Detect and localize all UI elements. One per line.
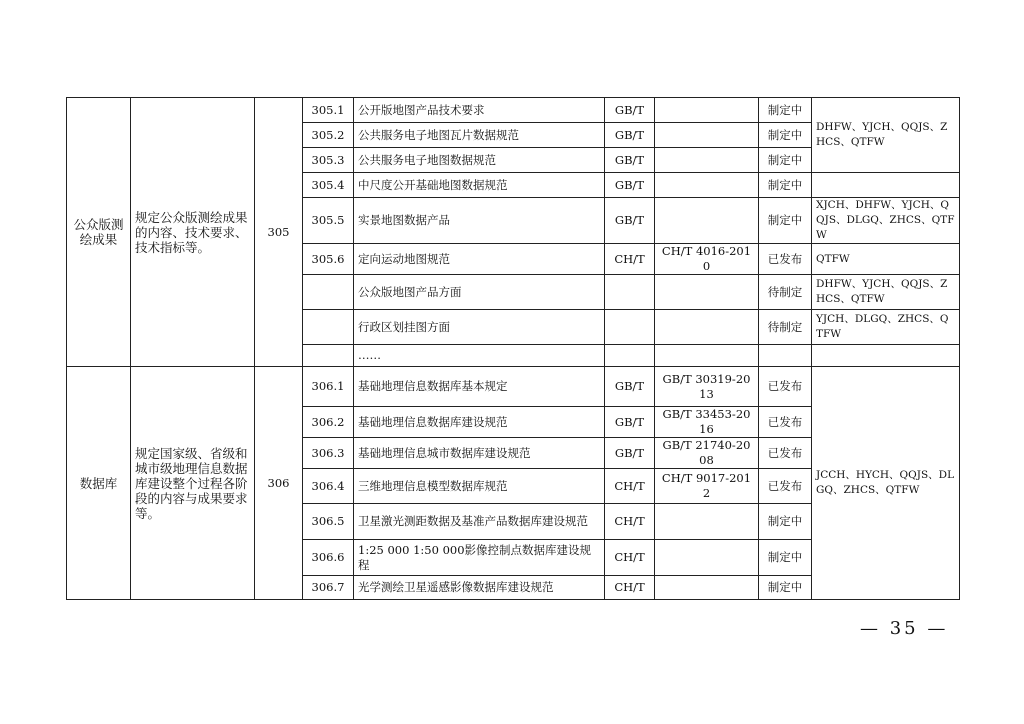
std-status: 制定中 [759, 98, 812, 123]
std-code [655, 98, 759, 123]
std-number: 305.1 [303, 98, 354, 123]
std-name: 公共服务电子地图瓦片数据规范 [354, 123, 605, 148]
std-number: 305.4 [303, 173, 354, 198]
std-type: GB/T [605, 148, 655, 173]
description-cell: 规定公众版测绘成果的内容、技术要求、技术指标等。 [131, 98, 255, 367]
std-status: 待制定 [759, 310, 812, 345]
std-code [655, 173, 759, 198]
std-status: 待制定 [759, 275, 812, 310]
description-cell: 规定国家级、省级和城市级地理信息数据库建设整个过程各阶段的内容与成果要求等。 [131, 367, 255, 600]
std-number: 305.3 [303, 148, 354, 173]
std-status: 制定中 [759, 148, 812, 173]
std-code [655, 576, 759, 600]
std-name: 基础地理信息城市数据库建设规范 [354, 438, 605, 469]
std-number: 305.6 [303, 244, 354, 275]
std-type: CH/T [605, 504, 655, 540]
std-code: CH/T 9017-2012 [655, 469, 759, 504]
std-code [655, 345, 759, 367]
std-status: 制定中 [759, 173, 812, 198]
std-type: GB/T [605, 438, 655, 469]
std-type [605, 345, 655, 367]
std-code [655, 310, 759, 345]
std-code [655, 198, 759, 244]
std-name: 定向运动地图规范 [354, 244, 605, 275]
std-number [303, 310, 354, 345]
std-status: 制定中 [759, 504, 812, 540]
dept-cell: QTFW [812, 244, 960, 275]
dept-cell: DHFW、YJCH、QQJS、ZHCS、QTFW [812, 98, 960, 173]
dept-cell: DHFW、YJCH、QQJS、ZHCS、QTFW [812, 275, 960, 310]
standards-table [66, 97, 960, 600]
std-name: 卫星激光测距数据及基准产品数据库建设规范 [354, 504, 605, 540]
standards-table-page [66, 97, 960, 600]
std-name: 1:25 000 1:50 000影像控制点数据库建设规程 [354, 540, 605, 576]
std-number: 305.5 [303, 198, 354, 244]
std-type: GB/T [605, 173, 655, 198]
std-status: 制定中 [759, 198, 812, 244]
std-type: CH/T [605, 540, 655, 576]
std-type [605, 275, 655, 310]
table-row [67, 98, 960, 123]
std-name: 公众版地图产品方面 [354, 275, 605, 310]
dept-cell: JCCH、HYCH、QQJS、DLGQ、ZHCS、QTFW [812, 367, 960, 600]
std-type: CH/T [605, 244, 655, 275]
std-number: 306.1 [303, 367, 354, 407]
std-status: 已发布 [759, 438, 812, 469]
std-name: 公共服务电子地图数据规范 [354, 148, 605, 173]
std-type: GB/T [605, 98, 655, 123]
dept-cell [812, 345, 960, 367]
code-cell: 306 [255, 367, 303, 600]
dept-cell: XJCH、DHFW、YJCH、QQJS、DLGQ、ZHCS、QTFW [812, 198, 960, 244]
code-cell: 305 [255, 98, 303, 367]
std-type: CH/T [605, 469, 655, 504]
std-number: 306.2 [303, 407, 354, 438]
std-status: 已发布 [759, 469, 812, 504]
std-name: …… [354, 345, 605, 367]
std-status: 已发布 [759, 407, 812, 438]
std-code: GB/T 33453-2016 [655, 407, 759, 438]
std-name: 行政区划挂图方面 [354, 310, 605, 345]
std-number: 306.4 [303, 469, 354, 504]
std-code: CH/T 4016-2010 [655, 244, 759, 275]
std-code: GB/T 30319-2013 [655, 367, 759, 407]
std-type: GB/T [605, 407, 655, 438]
std-name: 基础地理信息数据库基本规定 [354, 367, 605, 407]
std-type: CH/T [605, 576, 655, 600]
std-number: 305.2 [303, 123, 354, 148]
std-code [655, 540, 759, 576]
std-status [759, 345, 812, 367]
std-code [655, 123, 759, 148]
std-number: 306.7 [303, 576, 354, 600]
category-cell: 数据库 [67, 367, 131, 600]
std-name: 实景地图数据产品 [354, 198, 605, 244]
std-number: 306.3 [303, 438, 354, 469]
std-name: 中尺度公开基础地图数据规范 [354, 173, 605, 198]
std-name: 三维地理信息模型数据库规范 [354, 469, 605, 504]
std-number [303, 345, 354, 367]
std-type: GB/T [605, 198, 655, 244]
std-name: 基础地理信息数据库建设规范 [354, 407, 605, 438]
std-status: 制定中 [759, 576, 812, 600]
dept-cell: YJCH、DLGQ、ZHCS、QTFW [812, 310, 960, 345]
std-type: GB/T [605, 367, 655, 407]
std-status: 已发布 [759, 244, 812, 275]
page-number: — 35 — [860, 618, 949, 639]
std-name: 光学测绘卫星遥感影像数据库建设规范 [354, 576, 605, 600]
std-status: 制定中 [759, 540, 812, 576]
std-number [303, 275, 354, 310]
table-row [67, 367, 960, 407]
std-number: 306.6 [303, 540, 354, 576]
std-code: GB/T 21740-2008 [655, 438, 759, 469]
std-type [605, 310, 655, 345]
std-name: 公开版地图产品技术要求 [354, 98, 605, 123]
std-status: 制定中 [759, 123, 812, 148]
std-code [655, 275, 759, 310]
std-type: GB/T [605, 123, 655, 148]
std-code [655, 148, 759, 173]
dept-cell [812, 173, 960, 198]
std-code [655, 504, 759, 540]
std-status: 已发布 [759, 367, 812, 407]
std-number: 306.5 [303, 504, 354, 540]
category-cell: 公众版测绘成果 [67, 98, 131, 367]
